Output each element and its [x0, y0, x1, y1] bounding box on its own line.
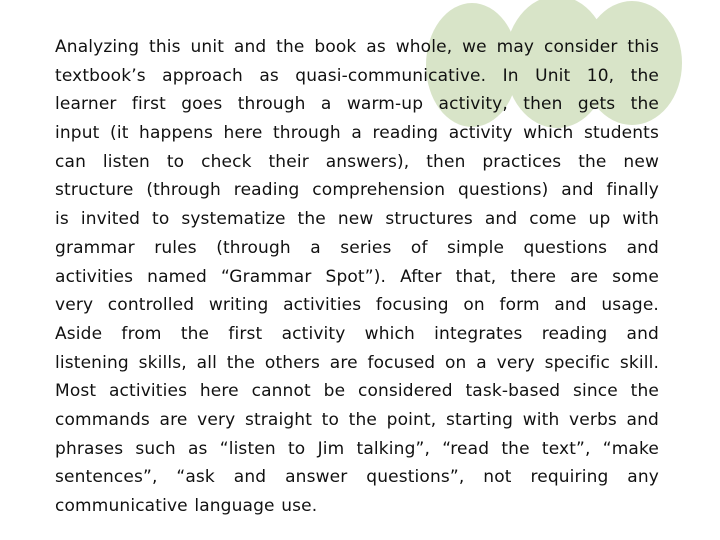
text-line: structure (through reading comprehension questions) and finally [55, 180, 659, 201]
text-line: grammar rules (through a series of simple questions and [55, 237, 659, 258]
text-line: learner first goes through a warm-up activity, then gets the [55, 94, 659, 115]
text-line: communicative language use. [55, 496, 318, 516]
text-line: can listen to check their answers), then practices the new [55, 151, 659, 172]
text-line: sentences”, “ask and answer questions”, not requiring any [55, 467, 659, 488]
text-line: listening skills, all the others are focused on a very specific skill. [55, 352, 659, 373]
text-line: Analyzing this unit and the book as whole, we may consider this [55, 37, 659, 57]
text-line: Most activities here cannot be considered task-based since the [55, 381, 659, 402]
text-line: phrases such as “listen to Jim talking”, “read the text”, “make [55, 438, 659, 459]
text-line: Aside from the first activity which integrates reading and [55, 323, 659, 344]
text-line: textbook’s approach as quasi-communicative. In Unit 10, the [55, 65, 659, 86]
text-line: activities named “Grammar Spot”). After that, there are some [55, 266, 659, 287]
text-line: is invited to systematize the new structures and come up with [55, 209, 659, 230]
text-line: very controlled writing activities focusing on form and usage. [55, 295, 659, 316]
text-line: commands are very straight to the point, starting with verbs and [55, 409, 659, 430]
body-text [55, 33, 659, 521]
text-line: input (it happens here through a reading activity which students [55, 123, 659, 144]
